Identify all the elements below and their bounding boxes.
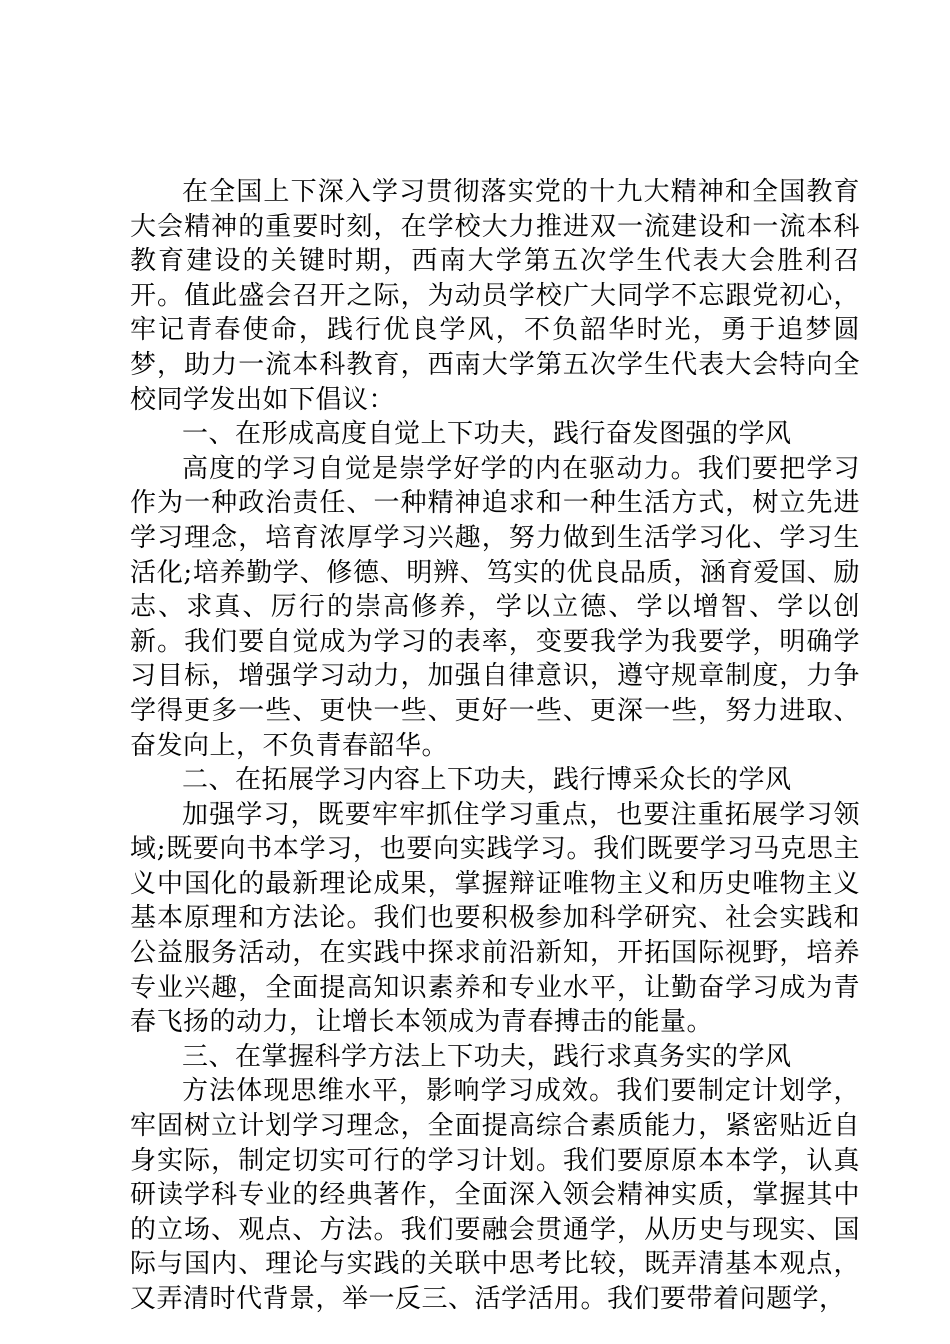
section-paragraph-3: 方法体现思维水平，影响学习成效。我们要制定计划学，牢固树立计划学习理念，全面提高综合素质能力，紧密贴近自身实际，制定切实可行的学习计划。我们要原原本本学，认真研读学科专业的经典著作，全面深入领会精神实质，掌握其中的立场、观点、方法。我们要融会贯通学，从历史与现实、国际与国内、理论与实践的关联中思考比较，既弄清基本观点，又弄清时代背景，举一反三、活学活用。我们要带着问题学， bbox=[130, 1076, 860, 1314]
section-heading-3: 三、在掌握科学方法上下功夫，践行求真务实的学风 bbox=[182, 1041, 792, 1072]
intro-paragraph: 在全国上下深入学习贯彻落实党的十九大精神和全国教育大会精神的重要时刻，在学校大力推进双一流建设和一流本科教育建设的关键时期，西南大学第五次学生代表大会胜利召开。值此盛会召开之际，为动员学校广大同学不忘跟党初心，牢记青春使命，践行优良学风，不负韶华时光，勇于追梦圆梦，助力一流本科教育，西南大学第五次学生代表大会特向全校同学发出如下倡议： bbox=[130, 177, 860, 415]
section-heading-1: 一、在形成高度自觉上下功夫，践行奋发图强的学风 bbox=[182, 419, 792, 450]
section-paragraph-1: 高度的学习自觉是崇学好学的内在驱动力。我们要把学习作为一种政治责任、一种精神追求和一种生活方式，树立先进学习理念，培育浓厚学习兴趣，努力做到生活学习化、学习生活化;培养勤学、修德、明辨、笃实的优良品质，涵育爱国、励志、求真、厉行的崇高修养，学以立德、学以增智、学以创新。我们要自觉成为学习的表率，变要我学为我要学，明确学习目标，增强学习动力，加强自律意识，遵守规章制度，力争学得更多一些、更快一些、更好一些、更深一些，努力进取、奋发向上，不负青春韶华。 bbox=[130, 453, 860, 761]
section-heading-2: 二、在拓展学习内容上下功夫，践行博采众长的学风 bbox=[182, 765, 792, 796]
section-paragraph-2: 加强学习，既要牢牢抓住学习重点，也要注重拓展学习领域;既要向书本学习，也要向实践学习。我们既要学习马克思主义中国化的最新理论成果，掌握辩证唯物主义和历史唯物主义基本原理和方法论。我们也要积极参加科学研究、社会实践和公益服务活动，在实践中探求前沿新知，开拓国际视野，培养专业兴趣，全面提高知识素养和专业水平，让勤奋学习成为青春飞扬的动力，让增长本领成为青春搏击的能量。 bbox=[130, 799, 860, 1038]
document-page bbox=[130, 175, 860, 1317]
